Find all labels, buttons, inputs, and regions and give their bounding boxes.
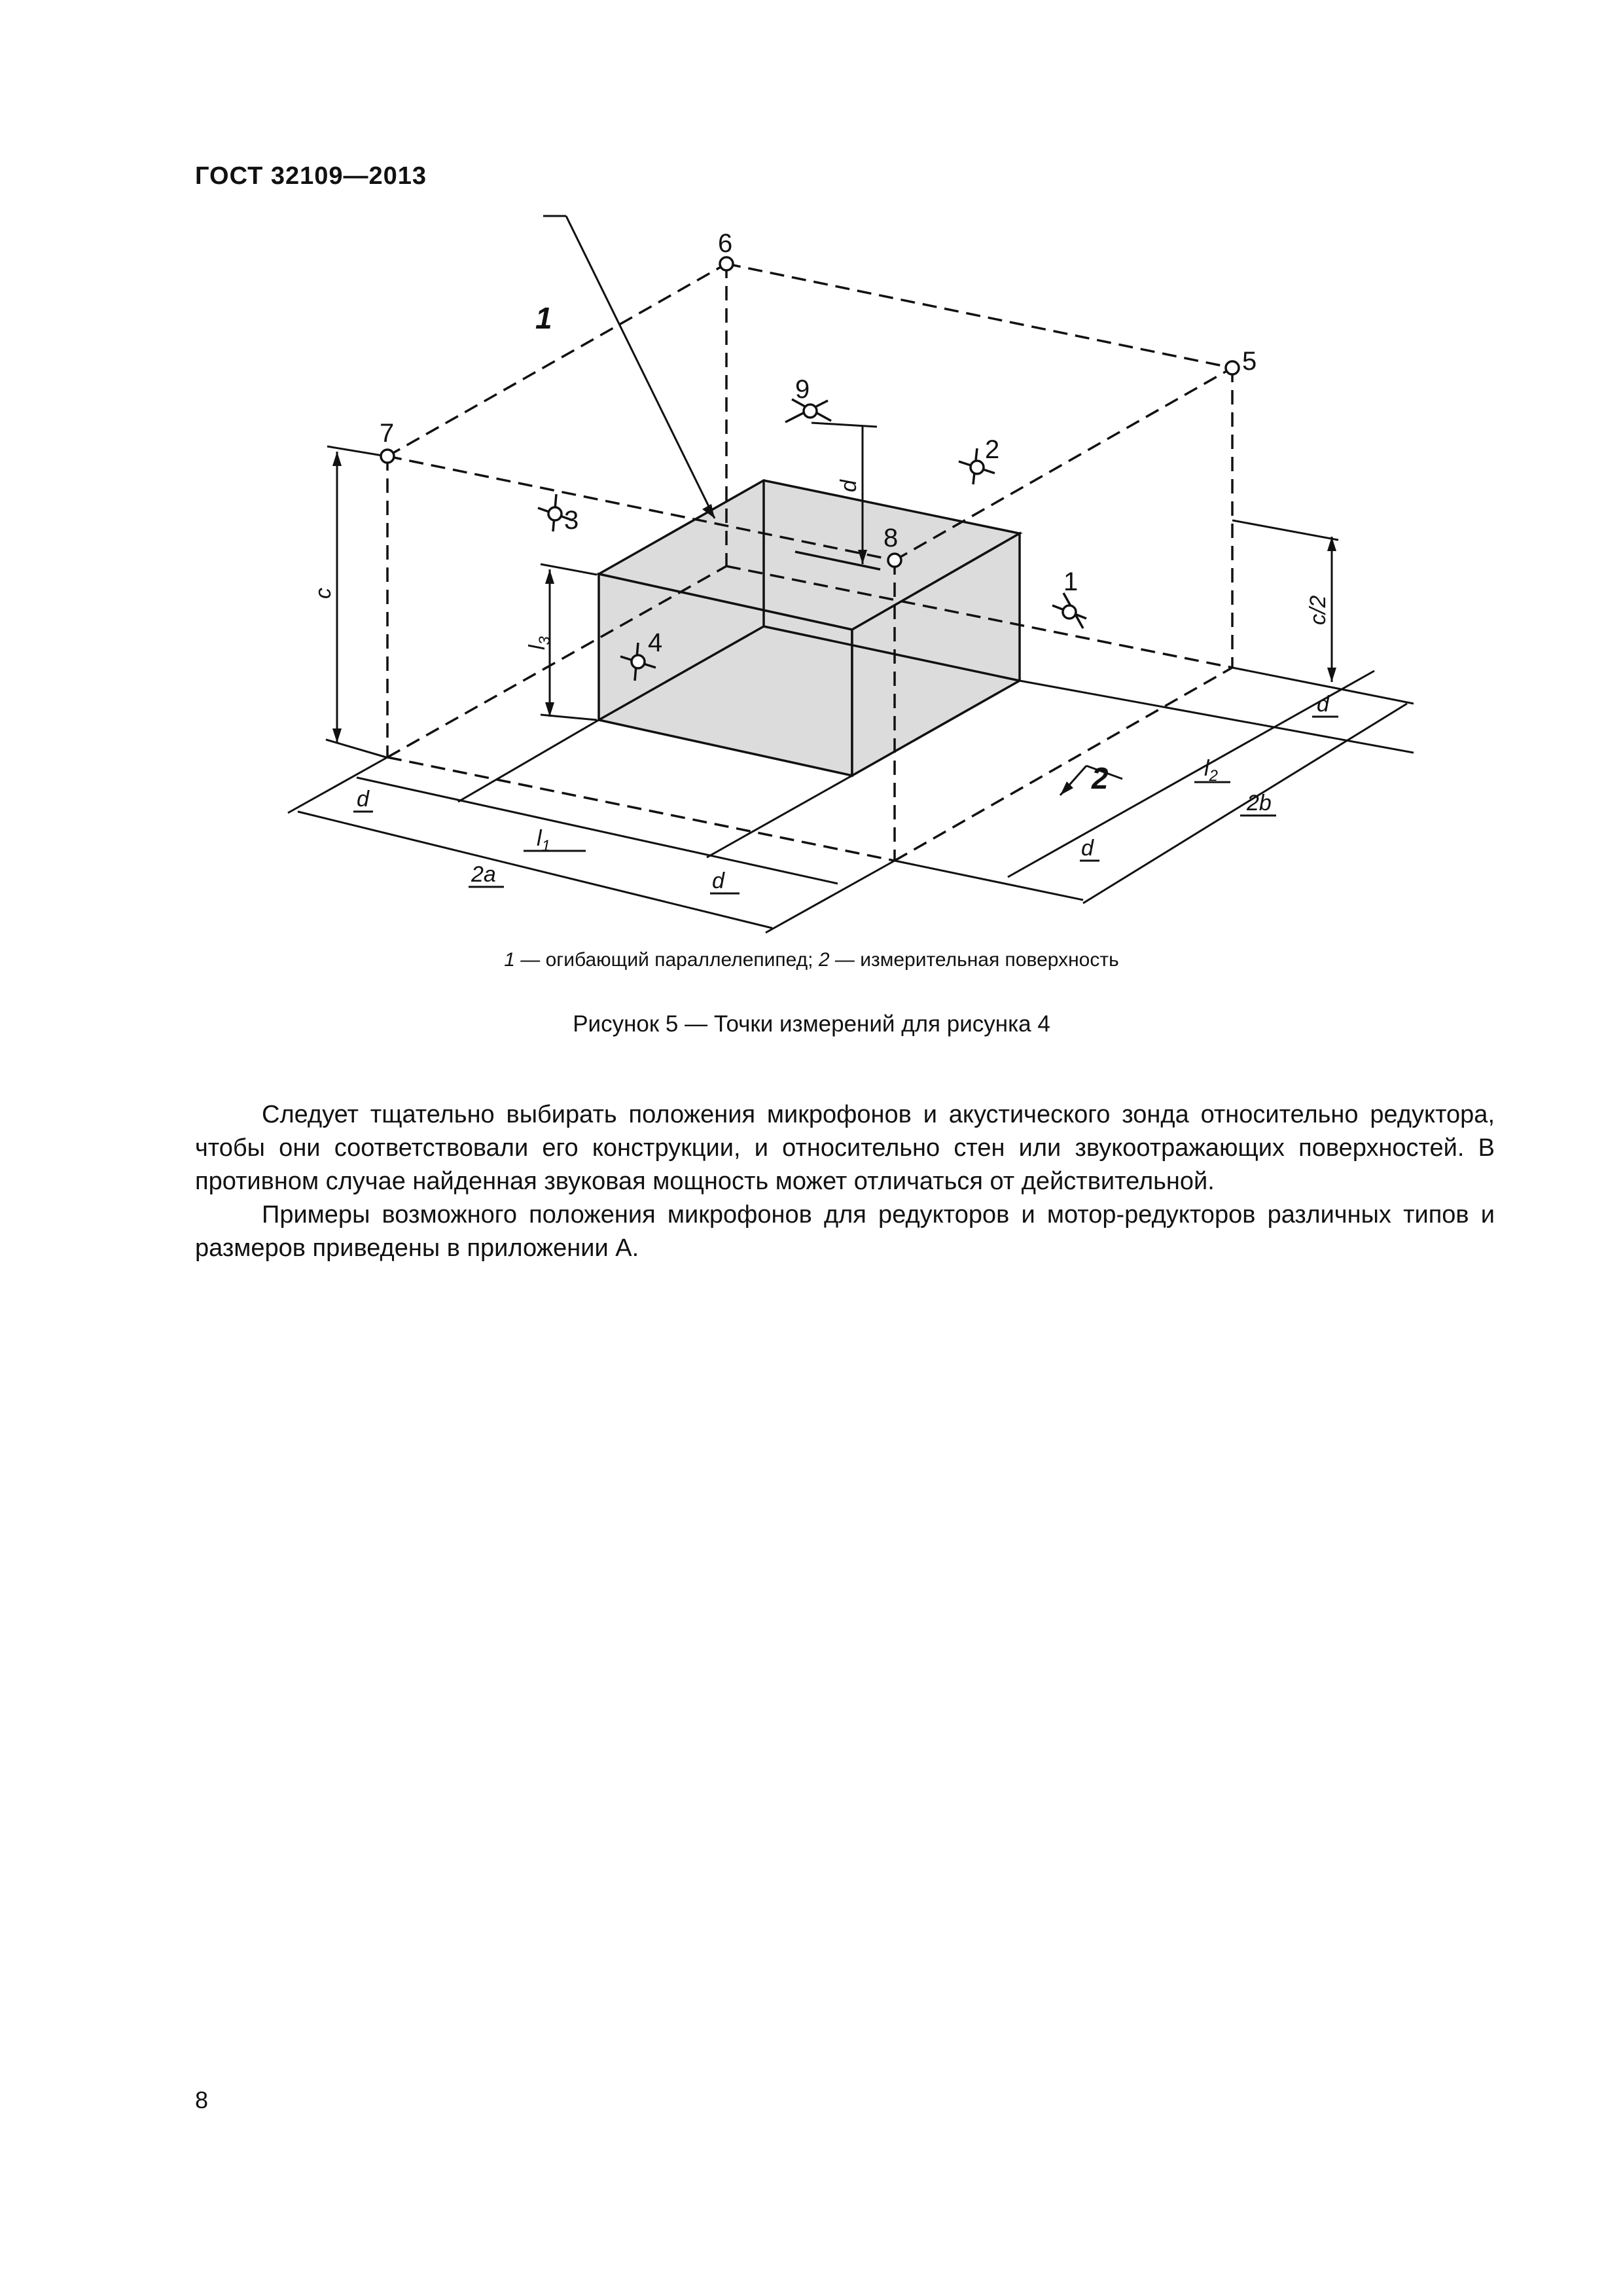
dim-2b-label: 2b [1247, 791, 1272, 816]
legend-item-2-number: 2 [818, 949, 830, 971]
point-4-label: 4 [648, 628, 663, 657]
dim-d-bottom-label: d [712, 869, 724, 893]
dim-l1-label: $l_1$ [537, 826, 550, 855]
dim-d-left-label: d [357, 787, 369, 812]
dim-c-half-label: c/2 [1306, 595, 1330, 625]
point-5-label: 5 [1242, 347, 1257, 376]
point-3-marker [548, 507, 562, 520]
figure-legend [0, 949, 1623, 971]
page-number: 8 [195, 2087, 209, 2113]
point-9-marker [804, 404, 817, 418]
figure-caption: Рисунок 5 — Точки измерений для рисунка 4 [573, 1011, 1050, 1037]
dim-d-front-label: d [1081, 836, 1094, 861]
callout-1-label: 1 [535, 301, 552, 335]
callout-2-label: 2 [1092, 761, 1109, 795]
document-header: ГОСТ 32109—2013 [195, 162, 427, 190]
point-5-marker [1226, 361, 1239, 374]
point-6-marker [720, 257, 733, 270]
legend-item-1-number: 1 [504, 949, 515, 971]
point-1-marker [1063, 605, 1076, 619]
point-2-label: 2 [985, 435, 1000, 464]
paragraph-1: Следует тщательно выбирать положения микрофонов и акустического зонда относительно редуктора, чтобы они соответствовали его конструкции, и относительно стен или звукоотражающих поверхностей. В противном случае найденная звуковая мощность может отличаться от действительной. [195, 1101, 1495, 1195]
dim-c-label: c [311, 588, 336, 599]
point-7-marker [381, 450, 394, 463]
point-8-marker [888, 554, 901, 567]
legend-item-2-text: — измерительная поверхность [829, 949, 1119, 971]
measurement-points-figure [0, 0, 1623, 942]
legend-item-1-text: — огибающий параллелепипед; [514, 949, 819, 971]
point-8-label: 8 [883, 524, 899, 552]
point-3-label: 3 [564, 506, 579, 535]
dim-2a-label: 2a [471, 862, 496, 887]
point-1-label: 1 [1063, 567, 1079, 596]
body-text [195, 1098, 1495, 1265]
dim-d-vertical-label: d [836, 480, 861, 492]
point-4-marker [632, 655, 645, 668]
dim-d-right-label: d [1317, 692, 1329, 717]
paragraph-2: Примеры возможного положения микрофонов для редукторов и мотор-редукторов различных типов и размеров приведены в приложении А. [195, 1201, 1495, 1262]
point-9-label: 9 [795, 375, 810, 404]
point-7-label: 7 [380, 419, 395, 448]
dim-l3-label: $l_3$ [525, 636, 554, 650]
point-2-marker [971, 461, 984, 474]
point-6-label: 6 [718, 229, 733, 258]
dim-l2-label: $l_2$ [1204, 756, 1218, 785]
